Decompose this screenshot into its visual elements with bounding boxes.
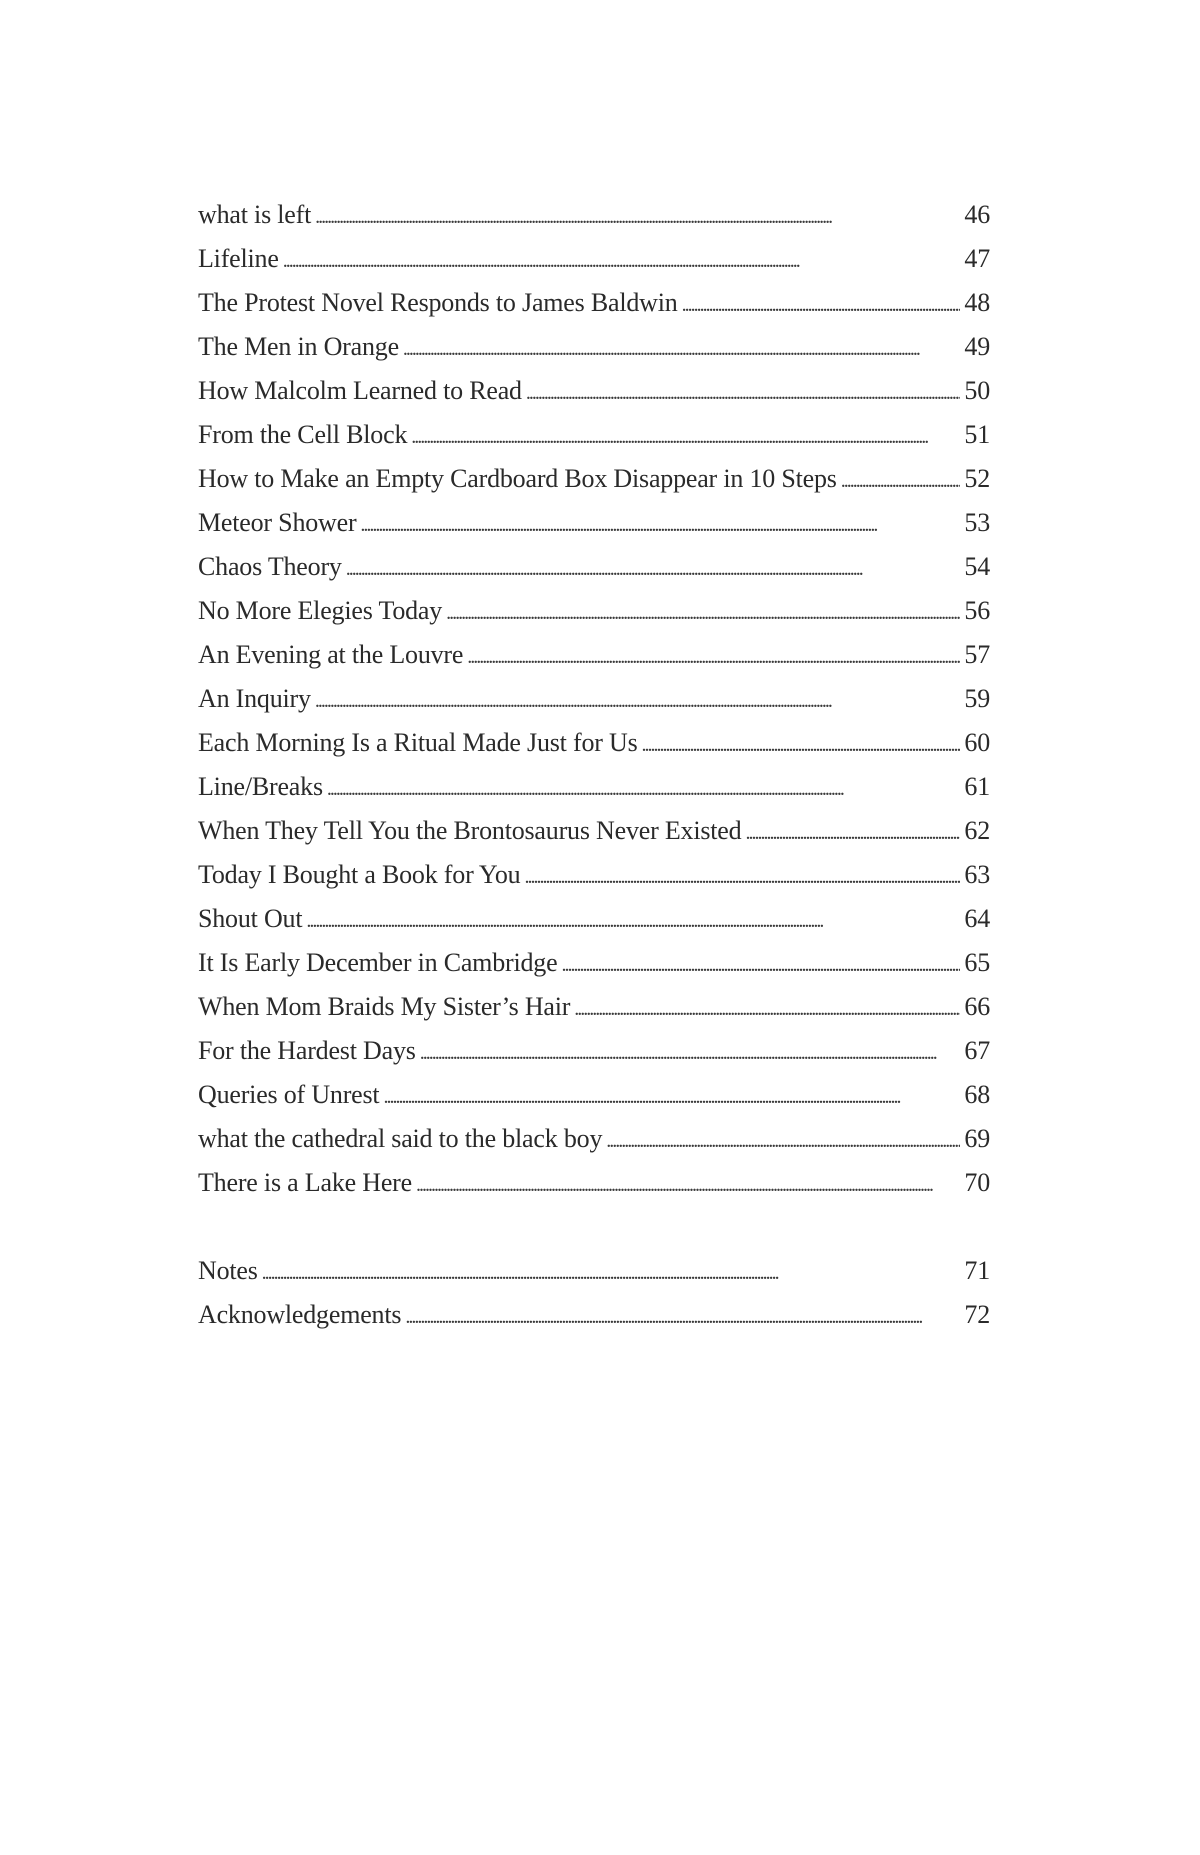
toc-dot-leader xyxy=(283,239,961,283)
toc-entry-title: The Men in Orange xyxy=(198,332,399,361)
toc-entry-title: From the Cell Block xyxy=(198,420,408,449)
toc-entry xyxy=(198,325,990,369)
toc-entry-title: There is a Lake Here xyxy=(198,1168,412,1197)
toc-entry xyxy=(198,809,990,853)
toc-entry-title: Lifeline xyxy=(198,244,279,273)
toc-entry xyxy=(198,589,990,633)
toc-entry xyxy=(198,897,990,941)
toc-entry-title: what the cathedral said to the black boy xyxy=(198,1124,603,1153)
toc-entry xyxy=(198,765,990,809)
toc-dot-leader xyxy=(745,811,960,855)
toc-dot-leader xyxy=(411,415,960,459)
toc-entry-page-number: 61 xyxy=(964,772,990,801)
toc-entry xyxy=(198,853,990,897)
toc-entry-page-number: 49 xyxy=(964,332,990,361)
toc-dot-leader xyxy=(403,327,960,371)
toc-entry-page-number: 54 xyxy=(964,552,990,581)
toc-entry-title: Chaos Theory xyxy=(198,552,342,581)
toc-entry-page-number: 70 xyxy=(964,1168,990,1197)
toc-dot-leader xyxy=(383,1075,960,1119)
toc-back-matter xyxy=(198,1249,990,1337)
toc-entry xyxy=(198,237,990,281)
toc-entry-page-number: 68 xyxy=(964,1080,990,1109)
toc-entry-page-number: 65 xyxy=(964,948,990,977)
toc-dot-leader xyxy=(682,283,961,327)
toc-entry xyxy=(198,501,990,545)
toc-dot-leader xyxy=(446,591,960,635)
toc-entry-page-number: 51 xyxy=(964,420,990,449)
toc-entry xyxy=(198,677,990,721)
toc-entry-title: Each Morning Is a Ritual Made Just for Us xyxy=(198,728,638,757)
toc-entry-title: Notes xyxy=(198,1256,258,1285)
toc-entry-title: Acknowledgements xyxy=(198,1300,402,1329)
toc-entry-page-number: 56 xyxy=(964,596,990,625)
toc-dot-leader xyxy=(526,371,961,415)
toc-entry-title: Meteor Shower xyxy=(198,508,357,537)
toc-entry-page-number: 67 xyxy=(964,1036,990,1065)
toc-entry-title: The Protest Novel Responds to James Baldwin xyxy=(198,288,678,317)
toc-entry xyxy=(198,193,990,237)
toc-entry-title: Line/Breaks xyxy=(198,772,323,801)
toc-dot-leader xyxy=(360,503,960,547)
toc-entry xyxy=(198,369,990,413)
toc-entries xyxy=(198,193,990,1205)
toc-entry-page-number: 53 xyxy=(964,508,990,537)
toc-dot-leader xyxy=(606,1119,960,1163)
toc-entry-page-number: 66 xyxy=(964,992,990,1021)
toc-entry xyxy=(198,1293,990,1337)
toc-dot-leader xyxy=(405,1295,960,1339)
toc-dot-leader xyxy=(346,547,961,591)
toc-entry xyxy=(198,1029,990,1073)
toc-entry-page-number: 63 xyxy=(964,860,990,889)
toc-entry-title: what is left xyxy=(198,200,312,229)
toc-entry xyxy=(198,941,990,985)
toc-dot-leader xyxy=(642,723,961,767)
toc-entry-title: How Malcolm Learned to Read xyxy=(198,376,522,405)
toc-entry-title: When Mom Braids My Sister’s Hair xyxy=(198,992,571,1021)
toc-entry-page-number: 52 xyxy=(964,464,990,493)
toc-entry-title: Today I Bought a Book for You xyxy=(198,860,521,889)
toc-dot-leader xyxy=(524,855,960,899)
toc-dot-leader xyxy=(467,635,960,679)
toc-entry-page-number: 46 xyxy=(964,200,990,229)
toc-dot-leader xyxy=(306,899,960,943)
toc-entry-title: Queries of Unrest xyxy=(198,1080,380,1109)
toc-entry xyxy=(198,545,990,589)
toc-entry xyxy=(198,1117,990,1161)
toc-entry xyxy=(198,413,990,457)
toc-dot-leader xyxy=(841,459,961,503)
toc-entry xyxy=(198,985,990,1029)
toc-dot-leader xyxy=(561,943,960,987)
toc-entry-page-number: 69 xyxy=(964,1124,990,1153)
toc-entry-page-number: 50 xyxy=(964,376,990,405)
toc-entry-title: How to Make an Empty Cardboard Box Disappear in 10 Steps xyxy=(198,464,837,493)
toc-entry xyxy=(198,457,990,501)
toc-entry-page-number: 62 xyxy=(964,816,990,845)
toc-entry xyxy=(198,1073,990,1117)
toc-entry-page-number: 57 xyxy=(964,640,990,669)
toc-dot-leader xyxy=(416,1163,960,1207)
toc-dot-leader xyxy=(420,1031,961,1075)
toc-entry-page-number: 47 xyxy=(964,244,990,273)
toc-dot-leader xyxy=(327,767,961,811)
toc-entry xyxy=(198,1249,990,1293)
toc-entry-page-number: 59 xyxy=(964,684,990,713)
toc-entry-page-number: 64 xyxy=(964,904,990,933)
toc-dot-leader xyxy=(574,987,960,1031)
toc-entry-title: No More Elegies Today xyxy=(198,596,443,625)
toc-entry-page-number: 71 xyxy=(964,1256,990,1285)
toc-entry-title: When They Tell You the Brontosaurus Never Existed xyxy=(198,816,742,845)
toc-dot-leader xyxy=(262,1251,961,1295)
toc-entry xyxy=(198,281,990,325)
toc-entry-title: For the Hardest Days xyxy=(198,1036,416,1065)
toc-entry-page-number: 60 xyxy=(964,728,990,757)
toc-entry-title: An Evening at the Louvre xyxy=(198,640,464,669)
toc-entry-title: An Inquiry xyxy=(198,684,311,713)
toc-entry xyxy=(198,633,990,677)
table-of-contents xyxy=(198,193,990,1337)
toc-dot-leader xyxy=(315,679,961,723)
toc-entry xyxy=(198,1161,990,1205)
toc-entry-title: Shout Out xyxy=(198,904,303,933)
toc-dot-leader xyxy=(315,195,960,239)
toc-entry xyxy=(198,721,990,765)
toc-entry-title: It Is Early December in Cambridge xyxy=(198,948,558,977)
toc-entry-page-number: 48 xyxy=(964,288,990,317)
toc-entry-page-number: 72 xyxy=(964,1300,990,1329)
